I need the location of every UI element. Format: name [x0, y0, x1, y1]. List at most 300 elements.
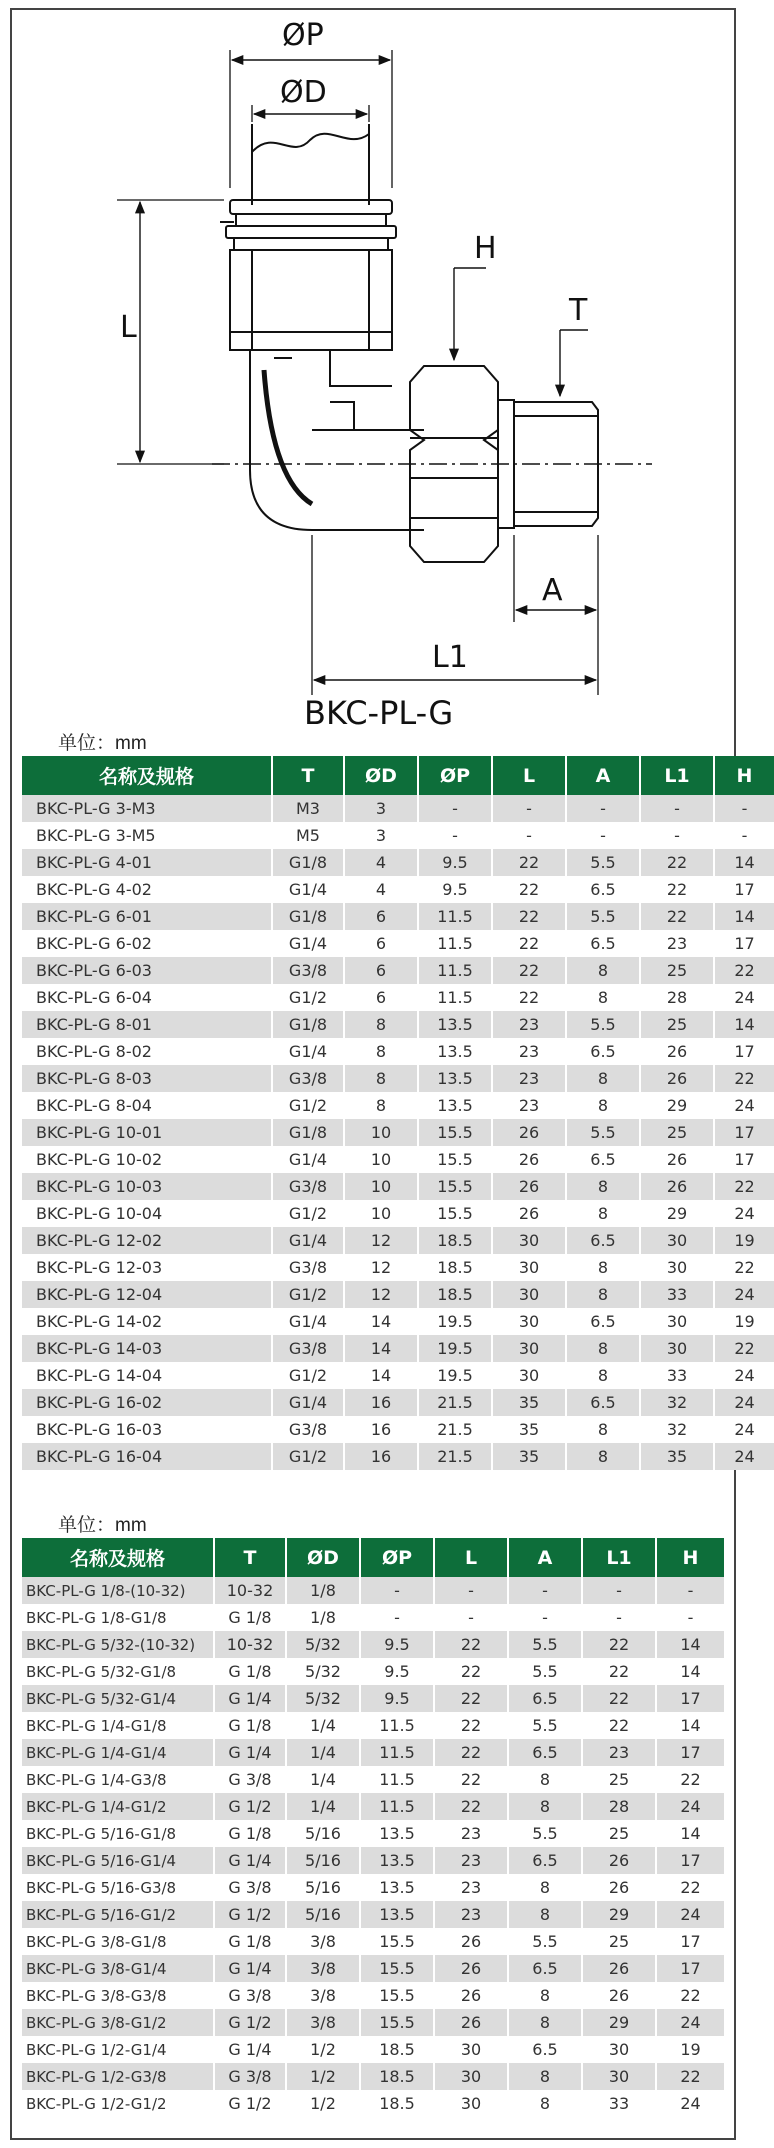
value-cell: G1/4	[272, 930, 344, 957]
value-cell: 30	[492, 1335, 566, 1362]
value-cell: 28	[640, 984, 714, 1011]
value-cell: 26	[582, 1874, 656, 1901]
value-cell: 16	[344, 1389, 418, 1416]
value-cell: -	[714, 822, 774, 849]
table-row	[22, 1901, 724, 1928]
value-cell: 13.5	[360, 1874, 434, 1901]
value-cell: 25	[582, 1820, 656, 1847]
value-cell: G3/8	[272, 1335, 344, 1362]
model-name-cell: BKC-PL-G 1/4-G1/4	[22, 1739, 214, 1766]
column-header: L1	[582, 1538, 656, 1577]
value-cell: G 3/8	[214, 2063, 286, 2090]
value-cell: 1/4	[286, 1739, 360, 1766]
value-cell: 24	[714, 1281, 774, 1308]
model-name-cell: BKC-PL-G 6-01	[22, 903, 272, 930]
value-cell: 22	[640, 849, 714, 876]
table-row	[22, 1577, 724, 1604]
value-cell: 10	[344, 1146, 418, 1173]
value-cell: G 1/2	[214, 2090, 286, 2117]
value-cell: 5.5	[566, 1011, 640, 1038]
model-name-cell: BKC-PL-G 6-02	[22, 930, 272, 957]
value-cell: 8	[508, 1874, 582, 1901]
table-row	[22, 1146, 774, 1173]
label-l: L	[120, 310, 137, 345]
value-cell: 10	[344, 1200, 418, 1227]
value-cell: 1/4	[286, 1766, 360, 1793]
value-cell: 11.5	[418, 903, 492, 930]
table-row	[22, 930, 774, 957]
column-header: T	[214, 1538, 286, 1577]
value-cell: 18.5	[418, 1227, 492, 1254]
value-cell: G1/4	[272, 1308, 344, 1335]
value-cell: 23	[434, 1820, 508, 1847]
value-cell: 26	[582, 1955, 656, 1982]
value-cell: 22	[582, 1631, 656, 1658]
value-cell: 17	[656, 1739, 724, 1766]
value-cell: 22	[582, 1685, 656, 1712]
value-cell: 8	[508, 1793, 582, 1820]
label-h: H	[474, 231, 497, 266]
value-cell: 13.5	[360, 1847, 434, 1874]
value-cell: 17	[714, 1038, 774, 1065]
value-cell: 6.5	[508, 1955, 582, 1982]
value-cell: G 3/8	[214, 1874, 286, 1901]
value-cell: -	[714, 795, 774, 822]
value-cell: 23	[640, 930, 714, 957]
value-cell: 6.5	[566, 930, 640, 957]
value-cell: 8	[344, 1038, 418, 1065]
value-cell: 23	[492, 1038, 566, 1065]
value-cell: 22	[492, 930, 566, 957]
column-header: ØD	[344, 756, 418, 795]
value-cell: 30	[492, 1308, 566, 1335]
table-row	[22, 795, 774, 822]
value-cell: 9.5	[360, 1631, 434, 1658]
value-cell: 23	[434, 1901, 508, 1928]
value-cell: 15.5	[418, 1173, 492, 1200]
value-cell: 18.5	[360, 2063, 434, 2090]
table-row	[22, 1254, 774, 1281]
model-name-cell: BKC-PL-G 3/8-G1/4	[22, 1955, 214, 1982]
value-cell: -	[360, 1604, 434, 1631]
value-cell: 22	[656, 1766, 724, 1793]
value-cell: 22	[434, 1793, 508, 1820]
value-cell: 11.5	[418, 930, 492, 957]
value-cell: G3/8	[272, 1173, 344, 1200]
value-cell: 5/32	[286, 1658, 360, 1685]
label-t: T	[569, 293, 588, 328]
value-cell: G 1/4	[214, 1739, 286, 1766]
table-row	[22, 1874, 724, 1901]
value-cell: 26	[492, 1119, 566, 1146]
model-name-cell: BKC-PL-G 5/32-(10-32)	[22, 1631, 214, 1658]
value-cell: 26	[434, 2009, 508, 2036]
value-cell: 30	[434, 2036, 508, 2063]
value-cell: 30	[640, 1254, 714, 1281]
value-cell: 15.5	[418, 1146, 492, 1173]
model-name-cell: BKC-PL-G 5/16-G3/8	[22, 1874, 214, 1901]
value-cell: 23	[492, 1065, 566, 1092]
value-cell: 19	[714, 1308, 774, 1335]
value-cell: 22	[434, 1685, 508, 1712]
value-cell: 30	[582, 2063, 656, 2090]
value-cell: 5/16	[286, 1901, 360, 1928]
value-cell: 24	[714, 1200, 774, 1227]
value-cell: 5.5	[508, 1928, 582, 1955]
value-cell: 8	[508, 2090, 582, 2117]
value-cell: 24	[714, 1389, 774, 1416]
value-cell: 14	[656, 1712, 724, 1739]
value-cell: 22	[434, 1631, 508, 1658]
value-cell: 23	[582, 1739, 656, 1766]
value-cell: 14	[344, 1362, 418, 1389]
model-name-cell: BKC-PL-G 5/32-G1/8	[22, 1658, 214, 1685]
value-cell: 5.5	[566, 903, 640, 930]
value-cell: 13.5	[418, 1011, 492, 1038]
value-cell: 15.5	[360, 1928, 434, 1955]
value-cell: 14	[714, 849, 774, 876]
value-cell: -	[508, 1604, 582, 1631]
value-cell: G 1/4	[214, 1955, 286, 1982]
model-name-cell: BKC-PL-G 10-02	[22, 1146, 272, 1173]
value-cell: 22	[492, 903, 566, 930]
column-header: ØP	[418, 756, 492, 795]
value-cell: 24	[714, 1092, 774, 1119]
value-cell: 35	[492, 1389, 566, 1416]
body-hex	[230, 250, 392, 350]
value-cell: 10	[344, 1119, 418, 1146]
model-name-cell: BKC-PL-G 1/2-G3/8	[22, 2063, 214, 2090]
table-row	[22, 2036, 724, 2063]
label-phi-d: ØD	[280, 75, 327, 110]
value-cell: 24	[656, 2090, 724, 2117]
value-cell: G1/8	[272, 903, 344, 930]
value-cell: 26	[434, 1982, 508, 2009]
model-name-cell: BKC-PL-G 1/2-G1/2	[22, 2090, 214, 2117]
value-cell: 5/32	[286, 1631, 360, 1658]
table-row	[22, 1092, 774, 1119]
value-cell: 22	[434, 1739, 508, 1766]
value-cell: 6.5	[566, 876, 640, 903]
value-cell: G3/8	[272, 1416, 344, 1443]
value-cell: 15.5	[418, 1200, 492, 1227]
value-cell: G1/4	[272, 1227, 344, 1254]
table-row	[22, 1955, 724, 1982]
value-cell: 35	[640, 1443, 714, 1470]
value-cell: 22	[714, 1173, 774, 1200]
table-row	[22, 2090, 724, 2117]
table-row	[22, 1766, 724, 1793]
value-cell: 24	[656, 2009, 724, 2036]
table-row	[22, 1335, 774, 1362]
value-cell: 8	[566, 1416, 640, 1443]
value-cell: 30	[434, 2063, 508, 2090]
value-cell: 10	[344, 1173, 418, 1200]
value-cell: 26	[434, 1928, 508, 1955]
model-name-cell: BKC-PL-G 14-03	[22, 1335, 272, 1362]
value-cell: 8	[566, 957, 640, 984]
value-cell: 22	[582, 1712, 656, 1739]
value-cell: 5.5	[566, 849, 640, 876]
value-cell: 8	[566, 1443, 640, 1470]
value-cell: 5.5	[508, 1631, 582, 1658]
value-cell: 16	[344, 1443, 418, 1470]
value-cell: 24	[714, 1362, 774, 1389]
value-cell: G 1/2	[214, 2009, 286, 2036]
label-a: A	[542, 573, 563, 608]
value-cell: 9.5	[418, 849, 492, 876]
table-row	[22, 1038, 774, 1065]
value-cell: 24	[656, 1793, 724, 1820]
value-cell: 5.5	[508, 1712, 582, 1739]
value-cell: 14	[714, 1011, 774, 1038]
value-cell: 22	[434, 1712, 508, 1739]
column-header: T	[272, 756, 344, 795]
value-cell: 11.5	[360, 1739, 434, 1766]
value-cell: 3/8	[286, 2009, 360, 2036]
table1-unit: 单位：mm	[58, 733, 147, 754]
value-cell: G 1/8	[214, 1820, 286, 1847]
value-cell: 8	[508, 2063, 582, 2090]
value-cell: 18.5	[360, 2090, 434, 2117]
model-name-cell: BKC-PL-G 12-02	[22, 1227, 272, 1254]
value-cell: 8	[566, 1065, 640, 1092]
table-row	[22, 1227, 774, 1254]
value-cell: 13.5	[360, 1901, 434, 1928]
value-cell: 33	[640, 1362, 714, 1389]
value-cell: 30	[582, 2036, 656, 2063]
table-row	[22, 1443, 774, 1470]
value-cell: 8	[508, 1766, 582, 1793]
value-cell: 8	[508, 1982, 582, 2009]
value-cell: G1/2	[272, 984, 344, 1011]
value-cell: G1/2	[272, 1281, 344, 1308]
value-cell: 22	[492, 849, 566, 876]
model-name-cell: BKC-PL-G 5/16-G1/8	[22, 1820, 214, 1847]
model-name-cell: BKC-PL-G 1/4-G3/8	[22, 1766, 214, 1793]
table-row	[22, 1847, 724, 1874]
value-cell: -	[360, 1577, 434, 1604]
value-cell: 26	[492, 1200, 566, 1227]
value-cell: 8	[344, 1092, 418, 1119]
value-cell: 4	[344, 876, 418, 903]
value-cell: 22	[640, 876, 714, 903]
value-cell: -	[582, 1604, 656, 1631]
value-cell: 8	[566, 1092, 640, 1119]
value-cell: 22	[492, 957, 566, 984]
table-row	[22, 1308, 774, 1335]
value-cell: 11.5	[360, 1766, 434, 1793]
table-row	[22, 903, 774, 930]
value-cell: G1/4	[272, 1389, 344, 1416]
value-cell: 30	[492, 1281, 566, 1308]
value-cell: 8	[344, 1065, 418, 1092]
value-cell: 14	[656, 1631, 724, 1658]
value-cell: G 3/8	[214, 1766, 286, 1793]
model-name-cell: BKC-PL-G 16-03	[22, 1416, 272, 1443]
value-cell: 16	[344, 1416, 418, 1443]
model-name-cell: BKC-PL-G 16-02	[22, 1389, 272, 1416]
value-cell: 19	[714, 1227, 774, 1254]
value-cell: G 1/8	[214, 1928, 286, 1955]
value-cell: 12	[344, 1254, 418, 1281]
value-cell: 3	[344, 795, 418, 822]
value-cell: 6	[344, 930, 418, 957]
value-cell: -	[418, 822, 492, 849]
value-cell: 21.5	[418, 1416, 492, 1443]
value-cell: 35	[492, 1416, 566, 1443]
table-row	[22, 876, 774, 903]
table-row	[22, 1631, 724, 1658]
value-cell: 22	[714, 957, 774, 984]
table-row	[22, 1712, 724, 1739]
model-name-cell: BKC-PL-G 1/4-G1/2	[22, 1793, 214, 1820]
table-row	[22, 1281, 774, 1308]
value-cell: 12	[344, 1281, 418, 1308]
value-cell: 12	[344, 1227, 418, 1254]
value-cell: 6	[344, 957, 418, 984]
table-row	[22, 1739, 724, 1766]
table-row	[22, 1982, 724, 2009]
value-cell: 21.5	[418, 1389, 492, 1416]
value-cell: 32	[640, 1389, 714, 1416]
value-cell: 8	[566, 1362, 640, 1389]
value-cell: 22	[434, 1766, 508, 1793]
value-cell: 1/2	[286, 2036, 360, 2063]
model-name-cell: BKC-PL-G 16-04	[22, 1443, 272, 1470]
elbow-body	[250, 350, 424, 530]
model-name-cell: BKC-PL-G 8-01	[22, 1011, 272, 1038]
value-cell: 18.5	[418, 1254, 492, 1281]
value-cell: 6.5	[566, 1389, 640, 1416]
model-name-cell: BKC-PL-G 1/8-G1/8	[22, 1604, 214, 1631]
value-cell: 25	[582, 1766, 656, 1793]
value-cell: -	[434, 1577, 508, 1604]
value-cell: 8	[566, 1254, 640, 1281]
value-cell: 11.5	[360, 1712, 434, 1739]
value-cell: 13.5	[418, 1092, 492, 1119]
value-cell: 15.5	[418, 1119, 492, 1146]
value-cell: M5	[272, 822, 344, 849]
value-cell: G 1/8	[214, 1658, 286, 1685]
value-cell: 25	[640, 957, 714, 984]
value-cell: M3	[272, 795, 344, 822]
value-cell: 5.5	[508, 1658, 582, 1685]
value-cell: 24	[714, 984, 774, 1011]
value-cell: 22	[582, 1658, 656, 1685]
value-cell: 30	[492, 1362, 566, 1389]
value-cell: 30	[434, 2090, 508, 2117]
value-cell: 6.5	[566, 1038, 640, 1065]
column-header: L	[434, 1538, 508, 1577]
value-cell: 6.5	[508, 1739, 582, 1766]
value-cell: G3/8	[272, 1254, 344, 1281]
table2-unit: 单位：mm	[58, 1515, 147, 1536]
value-cell: 14	[344, 1335, 418, 1362]
value-cell: 3/8	[286, 1982, 360, 2009]
value-cell: 1/4	[286, 1793, 360, 1820]
table-row	[22, 1793, 724, 1820]
value-cell: 9.5	[360, 1658, 434, 1685]
value-cell: 26	[640, 1173, 714, 1200]
value-cell: G3/8	[272, 957, 344, 984]
value-cell: 33	[582, 2090, 656, 2117]
value-cell: 1/8	[286, 1577, 360, 1604]
value-cell: 3/8	[286, 1928, 360, 1955]
value-cell: 17	[656, 1847, 724, 1874]
value-cell: 1/2	[286, 2090, 360, 2117]
column-header: H	[714, 756, 774, 795]
value-cell: G1/4	[272, 876, 344, 903]
value-cell: 24	[714, 1416, 774, 1443]
model-name-cell: BKC-PL-G 4-02	[22, 876, 272, 903]
value-cell: G 1/4	[214, 1685, 286, 1712]
table-row	[22, 1011, 774, 1038]
value-cell: G1/8	[272, 849, 344, 876]
table-row	[22, 1389, 774, 1416]
value-cell: 19.5	[418, 1308, 492, 1335]
value-cell: 11.5	[418, 984, 492, 1011]
value-cell: 8	[566, 984, 640, 1011]
value-cell: 35	[492, 1443, 566, 1470]
value-cell: 29	[582, 2009, 656, 2036]
model-title: BKC-PL-G	[304, 694, 454, 732]
value-cell: 9.5	[418, 876, 492, 903]
column-header: ØD	[286, 1538, 360, 1577]
value-cell: -	[566, 795, 640, 822]
value-cell: 17	[714, 1146, 774, 1173]
value-cell: G1/8	[272, 1119, 344, 1146]
value-cell: 6	[344, 903, 418, 930]
value-cell: 22	[656, 1874, 724, 1901]
value-cell: 5/32	[286, 1685, 360, 1712]
value-cell: 22	[434, 1658, 508, 1685]
value-cell: 30	[640, 1308, 714, 1335]
value-cell: 25	[582, 1928, 656, 1955]
model-name-cell: BKC-PL-G 10-03	[22, 1173, 272, 1200]
value-cell: -	[492, 822, 566, 849]
value-cell: -	[492, 795, 566, 822]
value-cell: 26	[582, 1847, 656, 1874]
value-cell: 23	[434, 1874, 508, 1901]
table-row	[22, 1685, 724, 1712]
value-cell: -	[582, 1577, 656, 1604]
table-row	[22, 957, 774, 984]
value-cell: G 1/8	[214, 1604, 286, 1631]
model-name-cell: BKC-PL-G 5/16-G1/2	[22, 1901, 214, 1928]
value-cell: 4	[344, 849, 418, 876]
value-cell: 30	[492, 1254, 566, 1281]
value-cell: 25	[640, 1011, 714, 1038]
value-cell: G 1/2	[214, 1901, 286, 1928]
tube-stub	[252, 124, 369, 205]
value-cell: 1/8	[286, 1604, 360, 1631]
table-row	[22, 1928, 724, 1955]
model-name-cell: BKC-PL-G 1/2-G1/4	[22, 2036, 214, 2063]
value-cell: 8	[566, 1335, 640, 1362]
value-cell: G3/8	[272, 1065, 344, 1092]
collet-rings	[220, 200, 396, 250]
value-cell: 3/8	[286, 1955, 360, 1982]
value-cell: 8	[566, 1173, 640, 1200]
model-name-cell: BKC-PL-G 8-04	[22, 1092, 272, 1119]
value-cell: 15.5	[360, 1955, 434, 1982]
value-cell: 17	[714, 930, 774, 957]
value-cell: 30	[640, 1335, 714, 1362]
column-header: 名称及规格	[22, 1538, 214, 1577]
value-cell: 14	[714, 903, 774, 930]
value-cell: 6.5	[508, 2036, 582, 2063]
